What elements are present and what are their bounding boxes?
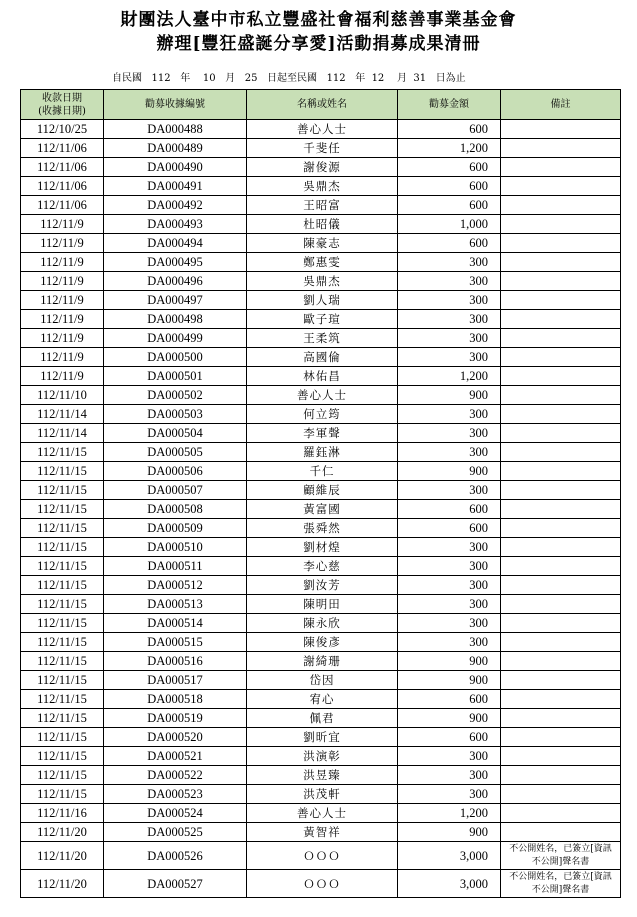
cell-note: [501, 177, 621, 196]
cell-receipt-number: DA000524: [104, 804, 247, 823]
cell-amount: 1,200: [398, 139, 501, 158]
cell-date: 112/11/06: [21, 196, 104, 215]
table-row: [21, 405, 621, 424]
table-row: [21, 785, 621, 804]
cell-amount: 600: [398, 500, 501, 519]
period-month-label-2: 月: [397, 73, 408, 84]
cell-date: 112/11/15: [21, 595, 104, 614]
table-row: [21, 652, 621, 671]
cell-date: 112/10/25: [21, 120, 104, 139]
cell-receipt-number: DA000493: [104, 215, 247, 234]
table-row: [21, 462, 621, 481]
table-row: [21, 215, 621, 234]
table-header-row: [21, 90, 621, 120]
cell-amount: 300: [398, 785, 501, 804]
table-row: [21, 443, 621, 462]
table-row: [21, 870, 621, 898]
cell-donor-name: 善心人士: [247, 804, 398, 823]
cell-donor-name: 佩君: [247, 709, 398, 728]
cell-date: 112/11/9: [21, 272, 104, 291]
cell-note: [501, 500, 621, 519]
cell-amount: 600: [398, 158, 501, 177]
cell-note: [501, 671, 621, 690]
cell-receipt-number: DA000494: [104, 234, 247, 253]
period-year-label: 年: [180, 73, 191, 84]
table-row: [21, 139, 621, 158]
cell-amount: 900: [398, 823, 501, 842]
cell-receipt-number: DA000495: [104, 253, 247, 272]
cell-date: 112/11/15: [21, 500, 104, 519]
cell-date: 112/11/9: [21, 215, 104, 234]
table-row: [21, 614, 621, 633]
cell-donor-name: 劉人瑞: [247, 291, 398, 310]
table-row: [21, 519, 621, 538]
cell-donor-name: 謝綺珊: [247, 652, 398, 671]
cell-note: [501, 348, 621, 367]
cell-date: 112/11/15: [21, 709, 104, 728]
cell-date: 112/11/14: [21, 424, 104, 443]
cell-amount: 600: [398, 519, 501, 538]
table-row: [21, 424, 621, 443]
cell-donor-name: 洪昱臻: [247, 766, 398, 785]
cell-donor-name: 洪演彰: [247, 747, 398, 766]
cell-donor-name: 陳永欣: [247, 614, 398, 633]
table-row: [21, 576, 621, 595]
cell-amount: 300: [398, 405, 501, 424]
cell-date: 112/11/15: [21, 652, 104, 671]
cell-note: [501, 462, 621, 481]
cell-note: [501, 709, 621, 728]
table-row: [21, 538, 621, 557]
cell-date: 112/11/9: [21, 291, 104, 310]
period-year-label-2: 年: [355, 73, 366, 84]
period-to-month: 12: [371, 73, 385, 84]
cell-donor-name: 岱因: [247, 671, 398, 690]
cell-donor-name: 陳豪志: [247, 234, 398, 253]
cell-receipt-number: DA000511: [104, 557, 247, 576]
cell-receipt-number: DA000514: [104, 614, 247, 633]
period-month-label: 月: [225, 73, 236, 84]
cell-amount: 300: [398, 348, 501, 367]
cell-receipt-number: DA000500: [104, 348, 247, 367]
cell-date: 112/11/15: [21, 462, 104, 481]
document-subtitle: 辦理[豐狂盛誕分享愛]活動捐募成果清冊: [156, 34, 481, 54]
cell-donor-name: 洪茂軒: [247, 785, 398, 804]
cell-note: [501, 215, 621, 234]
cell-amount: 1,200: [398, 367, 501, 386]
cell-receipt-number: DA000525: [104, 823, 247, 842]
table-row: [21, 823, 621, 842]
cell-note: [501, 538, 621, 557]
cell-note: [501, 139, 621, 158]
cell-amount: 600: [398, 120, 501, 139]
cell-note: [501, 443, 621, 462]
cell-receipt-number: DA000502: [104, 386, 247, 405]
cell-donor-name: 劉汝芳: [247, 576, 398, 595]
cell-receipt-number: DA000523: [104, 785, 247, 804]
cell-date: 112/11/9: [21, 329, 104, 348]
cell-note: [501, 196, 621, 215]
cell-amount: 600: [398, 690, 501, 709]
cell-note: [501, 633, 621, 652]
cell-receipt-number: DA000518: [104, 690, 247, 709]
cell-note: [501, 747, 621, 766]
cell-date: 112/11/15: [21, 690, 104, 709]
cell-amount: 300: [398, 557, 501, 576]
cell-amount: 3,000: [398, 870, 501, 898]
cell-receipt-number: DA000488: [104, 120, 247, 139]
column-header-name: 名稱或姓名: [247, 90, 398, 120]
table-row: [21, 766, 621, 785]
cell-receipt-number: DA000510: [104, 538, 247, 557]
cell-note: [501, 823, 621, 842]
cell-donor-name: 謝俊源: [247, 158, 398, 177]
cell-amount: 300: [398, 614, 501, 633]
table-row: [21, 481, 621, 500]
table-row: [21, 310, 621, 329]
cell-receipt-number: DA000521: [104, 747, 247, 766]
cell-receipt-number: DA000498: [104, 310, 247, 329]
cell-date: 112/11/15: [21, 633, 104, 652]
cell-date: 112/11/9: [21, 367, 104, 386]
cell-date: 112/11/9: [21, 310, 104, 329]
cell-donor-name: 顧維辰: [247, 481, 398, 500]
cell-date: 112/11/15: [21, 614, 104, 633]
cell-donor-name: 高國倫: [247, 348, 398, 367]
cell-amount: 300: [398, 538, 501, 557]
cell-note: [501, 386, 621, 405]
cell-date: 112/11/14: [21, 405, 104, 424]
period-from-day: 25: [244, 73, 258, 84]
cell-amount: 900: [398, 709, 501, 728]
cell-date: 112/11/20: [21, 870, 104, 898]
cell-donor-name: 李軍聲: [247, 424, 398, 443]
cell-note: [501, 766, 621, 785]
cell-donor-name: 王柔筑: [247, 329, 398, 348]
cell-note: [501, 614, 621, 633]
cell-receipt-number: DA000526: [104, 842, 247, 870]
cell-receipt-number: DA000517: [104, 671, 247, 690]
cell-date: 112/11/15: [21, 671, 104, 690]
cell-amount: 300: [398, 766, 501, 785]
cell-date: 112/11/15: [21, 747, 104, 766]
cell-receipt-number: DA000522: [104, 766, 247, 785]
table-row: [21, 690, 621, 709]
cell-receipt-number: DA000489: [104, 139, 247, 158]
cell-receipt-number: DA000515: [104, 633, 247, 652]
cell-donor-name: 羅鈺淋: [247, 443, 398, 462]
cell-receipt-number: DA000506: [104, 462, 247, 481]
table-row: [21, 196, 621, 215]
cell-amount: 600: [398, 196, 501, 215]
cell-amount: 300: [398, 633, 501, 652]
cell-amount: 900: [398, 671, 501, 690]
table-row: [21, 158, 621, 177]
cell-receipt-number: DA000507: [104, 481, 247, 500]
cell-donor-name: 歐子瑄: [247, 310, 398, 329]
cell-donor-name: ＯＯＯ: [247, 870, 398, 898]
cell-note: [501, 272, 621, 291]
cell-donor-name: 吳鼎杰: [247, 177, 398, 196]
cell-note: [501, 576, 621, 595]
cell-amount: 600: [398, 177, 501, 196]
cell-donor-name: 黃智祥: [247, 823, 398, 842]
cell-date: 112/11/15: [21, 785, 104, 804]
cell-date: 112/11/9: [21, 234, 104, 253]
cell-note: [501, 728, 621, 747]
cell-amount: 3,000: [398, 842, 501, 870]
cell-amount: 300: [398, 253, 501, 272]
table-row: [21, 120, 621, 139]
cell-note: [501, 804, 621, 823]
cell-receipt-number: DA000499: [104, 329, 247, 348]
cell-note: [501, 367, 621, 386]
cell-receipt-number: DA000492: [104, 196, 247, 215]
cell-amount: 300: [398, 329, 501, 348]
cell-date: 112/11/9: [21, 348, 104, 367]
table-row: [21, 367, 621, 386]
cell-receipt-number: DA000512: [104, 576, 247, 595]
table-row: [21, 386, 621, 405]
cell-donor-name: 杜昭儀: [247, 215, 398, 234]
cell-donor-name: 宥心: [247, 690, 398, 709]
table-row: [21, 804, 621, 823]
cell-amount: 300: [398, 443, 501, 462]
reporting-period: [112, 69, 466, 84]
cell-receipt-number: DA000491: [104, 177, 247, 196]
table-row: [21, 671, 621, 690]
cell-note: [501, 595, 621, 614]
cell-date: 112/11/15: [21, 538, 104, 557]
cell-amount: 1,200: [398, 804, 501, 823]
cell-date: 112/11/15: [21, 557, 104, 576]
cell-amount: 900: [398, 652, 501, 671]
cell-note: 不公開姓名，已簽立[資訊 不公開]聲名書: [501, 842, 621, 870]
cell-receipt-number: DA000509: [104, 519, 247, 538]
cell-note: [501, 557, 621, 576]
cell-donor-name: 吳鼎杰: [247, 272, 398, 291]
cell-donor-name: 黃富國: [247, 500, 398, 519]
cell-amount: 300: [398, 291, 501, 310]
cell-date: 112/11/15: [21, 443, 104, 462]
cell-note: [501, 785, 621, 804]
cell-amount: 300: [398, 424, 501, 443]
cell-date: 112/11/15: [21, 519, 104, 538]
cell-amount: 300: [398, 310, 501, 329]
table-row: [21, 709, 621, 728]
cell-date: 112/11/15: [21, 576, 104, 595]
cell-amount: 1,000: [398, 215, 501, 234]
cell-receipt-number: DA000504: [104, 424, 247, 443]
cell-donor-name: 千斐任: [247, 139, 398, 158]
cell-date: 112/11/20: [21, 823, 104, 842]
cell-amount: 300: [398, 481, 501, 500]
cell-note: [501, 424, 621, 443]
table-row: [21, 234, 621, 253]
cell-note: [501, 405, 621, 424]
period-to-year: 112: [326, 73, 346, 84]
cell-donor-name: 陳俊彥: [247, 633, 398, 652]
table-row: [21, 500, 621, 519]
cell-donor-name: 張舜然: [247, 519, 398, 538]
cell-note: [501, 253, 621, 272]
cell-amount: 300: [398, 576, 501, 595]
cell-receipt-number: DA000490: [104, 158, 247, 177]
table-row: [21, 595, 621, 614]
table-row: [21, 747, 621, 766]
cell-note: [501, 291, 621, 310]
document-title: 財團法人臺中市私立豐盛社會福利慈善事業基金會: [120, 10, 517, 30]
cell-amount: 600: [398, 234, 501, 253]
cell-date: 112/11/15: [21, 766, 104, 785]
cell-donor-name: 劉材煌: [247, 538, 398, 557]
cell-note: 不公開姓名，已簽立[資訊 不公開]聲名書: [501, 870, 621, 898]
period-from-label: 自民國: [112, 73, 142, 84]
cell-donor-name: 善心人士: [247, 386, 398, 405]
period-to-day: 31: [413, 73, 427, 84]
cell-donor-name: 善心人士: [247, 120, 398, 139]
period-to-label: 日起至民國: [267, 73, 318, 84]
column-header-note: 備註: [501, 90, 621, 120]
cell-receipt-number: DA000501: [104, 367, 247, 386]
table-row: [21, 291, 621, 310]
table-row: [21, 348, 621, 367]
cell-amount: 900: [398, 386, 501, 405]
cell-note: [501, 310, 621, 329]
cell-note: [501, 158, 621, 177]
period-from-year: 112: [151, 73, 171, 84]
cell-date: 112/11/06: [21, 139, 104, 158]
cell-date: 112/11/20: [21, 842, 104, 870]
cell-receipt-number: DA000520: [104, 728, 247, 747]
cell-receipt-number: DA000516: [104, 652, 247, 671]
cell-date: 112/11/9: [21, 253, 104, 272]
cell-date: 112/11/15: [21, 481, 104, 500]
column-header-receipt: 勸募收據編號: [104, 90, 247, 120]
cell-date: 112/11/06: [21, 177, 104, 196]
cell-donor-name: ＯＯＯ: [247, 842, 398, 870]
cell-date: 112/11/10: [21, 386, 104, 405]
column-header-date: 收款日期 (收據日期): [21, 90, 104, 120]
cell-amount: 900: [398, 462, 501, 481]
cell-receipt-number: DA000508: [104, 500, 247, 519]
table-row: [21, 253, 621, 272]
table-row: [21, 177, 621, 196]
cell-receipt-number: DA000497: [104, 291, 247, 310]
cell-donor-name: 何立筠: [247, 405, 398, 424]
cell-receipt-number: DA000513: [104, 595, 247, 614]
cell-date: 112/11/16: [21, 804, 104, 823]
cell-note: [501, 519, 621, 538]
table-row: [21, 272, 621, 291]
cell-amount: 300: [398, 747, 501, 766]
cell-receipt-number: DA000527: [104, 870, 247, 898]
period-end-label: 日為止: [435, 73, 466, 84]
cell-date: 112/11/15: [21, 728, 104, 747]
table-row: [21, 728, 621, 747]
cell-note: [501, 120, 621, 139]
period-from-month: 10: [202, 73, 216, 84]
table-row: [21, 329, 621, 348]
table-row: [21, 633, 621, 652]
cell-note: [501, 652, 621, 671]
cell-date: 112/11/06: [21, 158, 104, 177]
cell-donor-name: 劉昕宜: [247, 728, 398, 747]
table-row: [21, 557, 621, 576]
table-row: [21, 842, 621, 870]
cell-donor-name: 李心慈: [247, 557, 398, 576]
cell-donor-name: 鄭惠雯: [247, 253, 398, 272]
cell-amount: 300: [398, 272, 501, 291]
cell-amount: 600: [398, 728, 501, 747]
cell-receipt-number: DA000496: [104, 272, 247, 291]
column-header-amount: 勸募金額: [398, 90, 501, 120]
cell-donor-name: 陳明田: [247, 595, 398, 614]
cell-note: [501, 234, 621, 253]
cell-receipt-number: DA000503: [104, 405, 247, 424]
cell-note: [501, 329, 621, 348]
cell-donor-name: 王昭富: [247, 196, 398, 215]
donation-table: [20, 89, 621, 898]
cell-receipt-number: DA000505: [104, 443, 247, 462]
cell-receipt-number: DA000519: [104, 709, 247, 728]
cell-donor-name: 林佑昌: [247, 367, 398, 386]
cell-note: [501, 481, 621, 500]
cell-amount: 300: [398, 595, 501, 614]
cell-note: [501, 690, 621, 709]
cell-donor-name: 千仁: [247, 462, 398, 481]
